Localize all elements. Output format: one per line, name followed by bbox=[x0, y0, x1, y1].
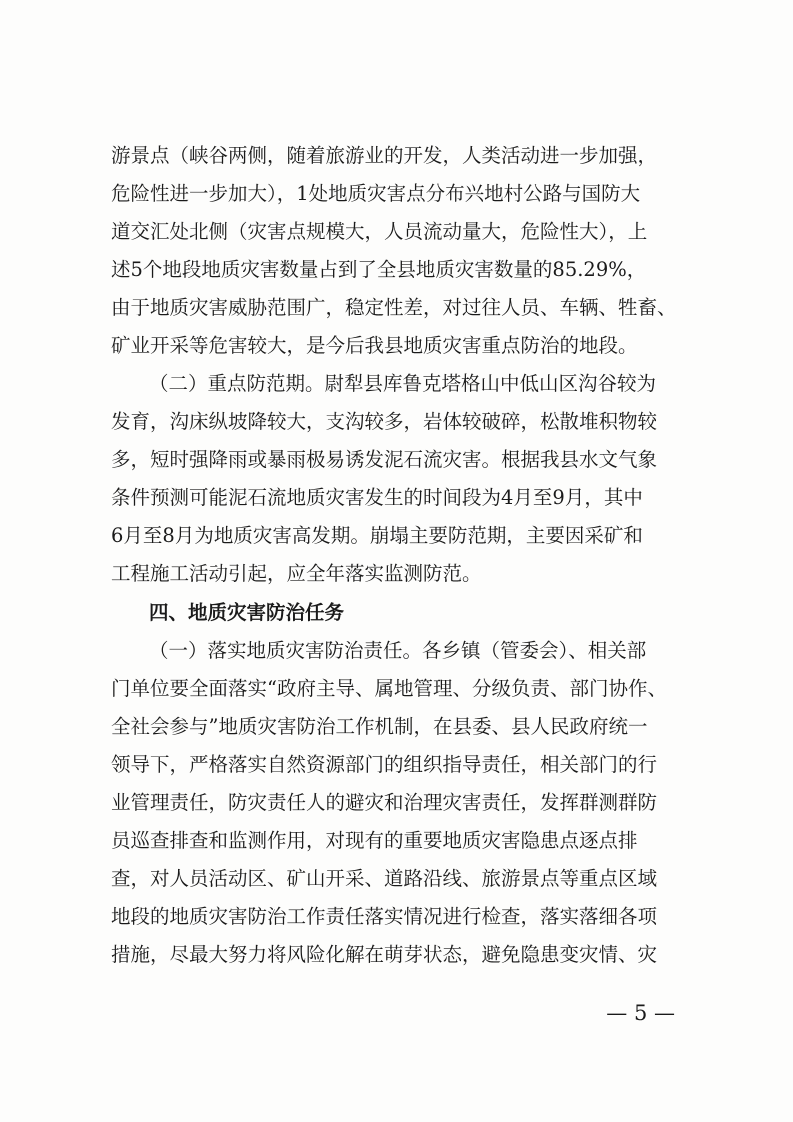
text-line-3: 道交汇处北侧（灾害点规模大，人员流动量大，危险性大），上 bbox=[111, 220, 648, 243]
text-line-10: 条件预测可能泥石流地质灾害发生的时间段为4月至9月，其中 bbox=[111, 486, 643, 509]
text-line-15: 门单位要全面落实“政府主导、属地管理、分级负责、部门协作、 bbox=[111, 677, 667, 700]
text-line-8: 发育，沟床纵坡降较大，支沟较多，岩体较破碎，松散堆积物较 bbox=[111, 410, 658, 433]
text-line-18: 业管理责任，防灾责任人的避灾和治理灾害责任，发挥群测群防 bbox=[111, 791, 658, 814]
paragraph-responsibility: （一）落实地质灾害防治责任。各乡镇（管委会）、相关部 bbox=[149, 639, 647, 662]
text-line-16: 全社会参与”地质灾害防治工作机制，在县委、县人民政府统一 bbox=[111, 715, 648, 738]
section-heading-prevention-tasks: 四、地质灾害防治任务 bbox=[149, 601, 345, 624]
text-line-19: 员巡查排查和监测作用，对现有的重要地质灾害隐患点逐点排 bbox=[111, 829, 638, 852]
page-number: — 5 — bbox=[606, 1001, 675, 1025]
text-line-4: 述5个地段地质灾害数量占到了全县地质灾害数量的85.29%， bbox=[111, 258, 647, 281]
text-line-2: 危险性进一步加大），1处地质灾害点分布兴地村公路与国防大 bbox=[111, 182, 641, 205]
text-line-1: 游景点（峡谷两侧，随着旅游业的开发，人类活动进一步加强， bbox=[111, 144, 658, 167]
text-line-12: 工程施工活动引起，应全年落实监测防范。 bbox=[111, 562, 482, 585]
text-line-9: 多，短时强降雨或暴雨极易诱发泥石流灾害。根据我县水文气象 bbox=[111, 448, 658, 471]
text-line-20: 查，对人员活动区、矿山开采、道路沿线、旅游景点等重点区域 bbox=[111, 867, 658, 890]
text-line-21: 地段的地质灾害防治工作责任落实情况进行检查，落实落细各项 bbox=[111, 905, 658, 928]
text-line-5: 由于地质灾害威胁范围广，稳定性差，对过往人员、车辆、牲畜、 bbox=[111, 296, 677, 319]
paragraph-key-prevention-period: （二）重点防范期。尉犁县库鲁克塔格山中低山区沟谷较为 bbox=[149, 372, 657, 395]
text-line-6: 矿业开采等危害较大，是今后我县地质灾害重点防治的地段。 bbox=[111, 334, 638, 357]
text-line-11: 6月至8月为地质灾害高发期。崩塌主要防范期，主要因采矿和 bbox=[111, 524, 643, 547]
text-line-22: 措施，尽最大努力将风险化解在萌芽状态，避免隐患变灾情、灾 bbox=[111, 943, 658, 966]
text-line-17: 领导下，严格落实自然资源部门的组织指导责任，相关部门的行 bbox=[111, 753, 658, 776]
